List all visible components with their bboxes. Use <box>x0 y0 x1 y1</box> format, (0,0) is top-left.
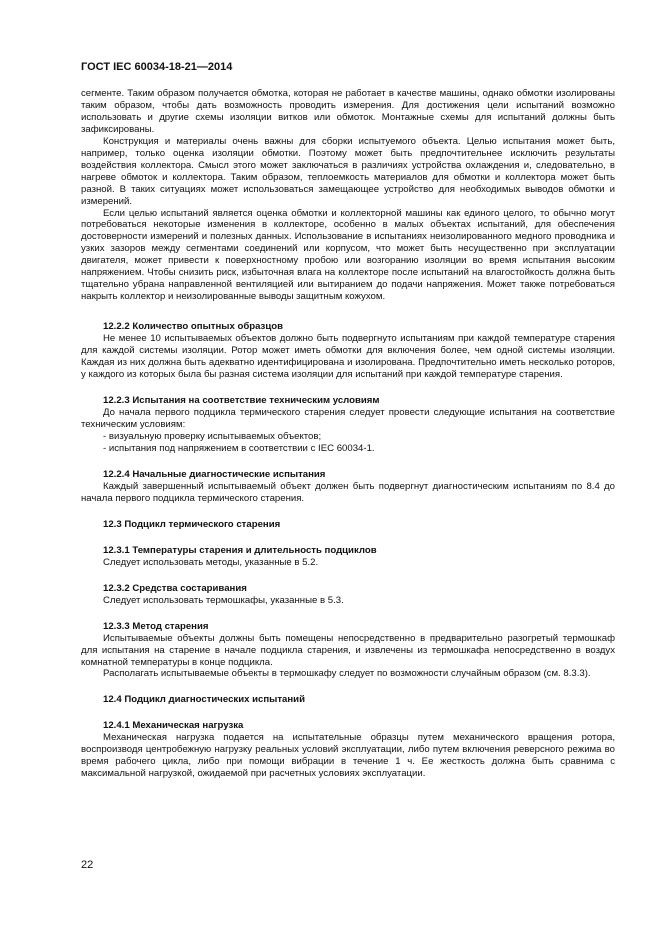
paragraph: Располагать испытываемые объекты в термошкафу следует по возможности случайным образом (см. 8.3.3). <box>103 668 591 680</box>
document-page <box>81 60 615 780</box>
section-heading-12-2-2: 12.2.2 Количество опытных образцов <box>103 321 283 333</box>
section-heading-12-3-1: 12.3.1 Температуры старения и длительность подциклов <box>103 544 377 556</box>
paragraph: До начала первого подцикла термического старения следует провести следующие испытания на соответствие техническим условиям: <box>81 406 615 430</box>
section-heading-12-2-4: 12.2.4 Начальные диагностические испытания <box>103 468 326 480</box>
paragraph: Не менее 10 испытываемых объектов должно быть подвергнуто испытаниям при каждой температуре старения для каждой системы изоляции. Ротор может иметь обмотки для включения более, чем одной системы изоляции. Каждая из них должна быть адекватно идентифицирована и изолирована. Предпочтительно иметь несколько роторов, у каждого из которых была бы разная система изоляции для испытаний при каждой температуре старения. <box>81 333 615 381</box>
paragraph: Следует использовать методы, указанные в 5.2. <box>103 556 319 568</box>
paragraph: Если целью испытаний является оценка обмотки и коллекторной машины как единого целого, то обычно могут потребоваться некоторые изменения в коллекторе, особенно в малых объектах испытаний, для обеспечения достоверности измерений и полезных данных. Использование в испытаниях неизолированного медного проводника и узких зазоров между сегментами соединений или корпусом, что может быть несущественно при эксплуатации двигателя, может привести к поверхностному пробою или возгоранию изоляции во время испытания высоким напряжением. Чтобы снизить риск, избыточная влага на коллекторе после испытаний на влагостойкость должна быть тщательно убрана направленной вентиляцией или вытиранием до подачи напряжения. Может также потребоваться накрыть коллектор и неизолированные выводы защитным кожухом. <box>81 207 615 303</box>
paragraph: Следует использовать термошкафы, указанные в 5.3. <box>103 594 344 606</box>
paragraph: Механическая нагрузка подается на испытательные образцы путем механического вращения ротора, воспроизводя центробежную нагрузку реальных условий эксплуатации, либо путем включения реверсного режима во время рабочего цикла, либо при помощи вибрации в течение 1 ч. Ее жесткость должна быть сравнима с максимальной нагрузкой, ожидаемой при расчетных условиях эксплуатации. <box>81 732 615 780</box>
page-number: 22 <box>81 859 94 871</box>
section-heading-12-2-3: 12.2.3 Испытания на соответствие техническим условиям <box>103 394 380 406</box>
standard-header: ГОСТ IEC 60034-18-21—2014 <box>81 61 233 73</box>
paragraph: сегменте. Таким образом получается обмотка, которая не работает в качестве машины, однако обмотки изолированы таким образом, чтобы дать возможность проводить измерения. Для достижения цели испытаний возможно использовать и другие схемы изоляции витков или обмоток. Монтажные схемы для испытаний должны быть зафиксированы. <box>81 88 615 135</box>
section-heading-12-3: 12.3 Подцикл термического старения <box>103 518 281 530</box>
list-item: - визуальную проверку испытываемых объектов; <box>103 430 322 442</box>
section-heading-12-3-2: 12.3.2 Средства состаривания <box>103 582 247 594</box>
section-heading-12-4-1: 12.4.1 Механическая нагрузка <box>103 720 244 732</box>
paragraph: Испытываемые объекты должны быть помещены непосредственно в предварительно разогретый термошкаф для испытания на старение в начале подцикла старения, и извлечены из термошкафа непосредственно в воздух комнатной температуры в конце подцикла. <box>81 632 615 668</box>
section-heading-12-3-3: 12.3.3 Метод старения <box>103 620 209 632</box>
section-heading-12-4: 12.4 Подцикл диагностических испытаний <box>103 694 305 706</box>
paragraph: Конструкция и материалы очень важны для сборки испытуемого объекта. Целью испытания может быть, например, только оценка изоляции обмотки. Поэтому может быть предпочтительнее исключить результаты воздействия коллектора. Смысл этого может заключаться в различиях устройства охлаждения и, следовательно, в нагреве обмоток и коллектора. Таким образом, теплоемкость материалов для обмотки и коллектора может быть разной. В таких ситуациях может использоваться замещающее устройство для необходимых выводов обмотки и измерений. <box>81 135 615 207</box>
list-item: - испытания под напряжением в соответствии с IEC 60034-1. <box>103 442 375 454</box>
paragraph: Каждый завершенный испытываемый объект должен быть подвергнут диагностическим испытаниям по 8.4 до начала первого подцикла термического старения. <box>81 480 615 504</box>
